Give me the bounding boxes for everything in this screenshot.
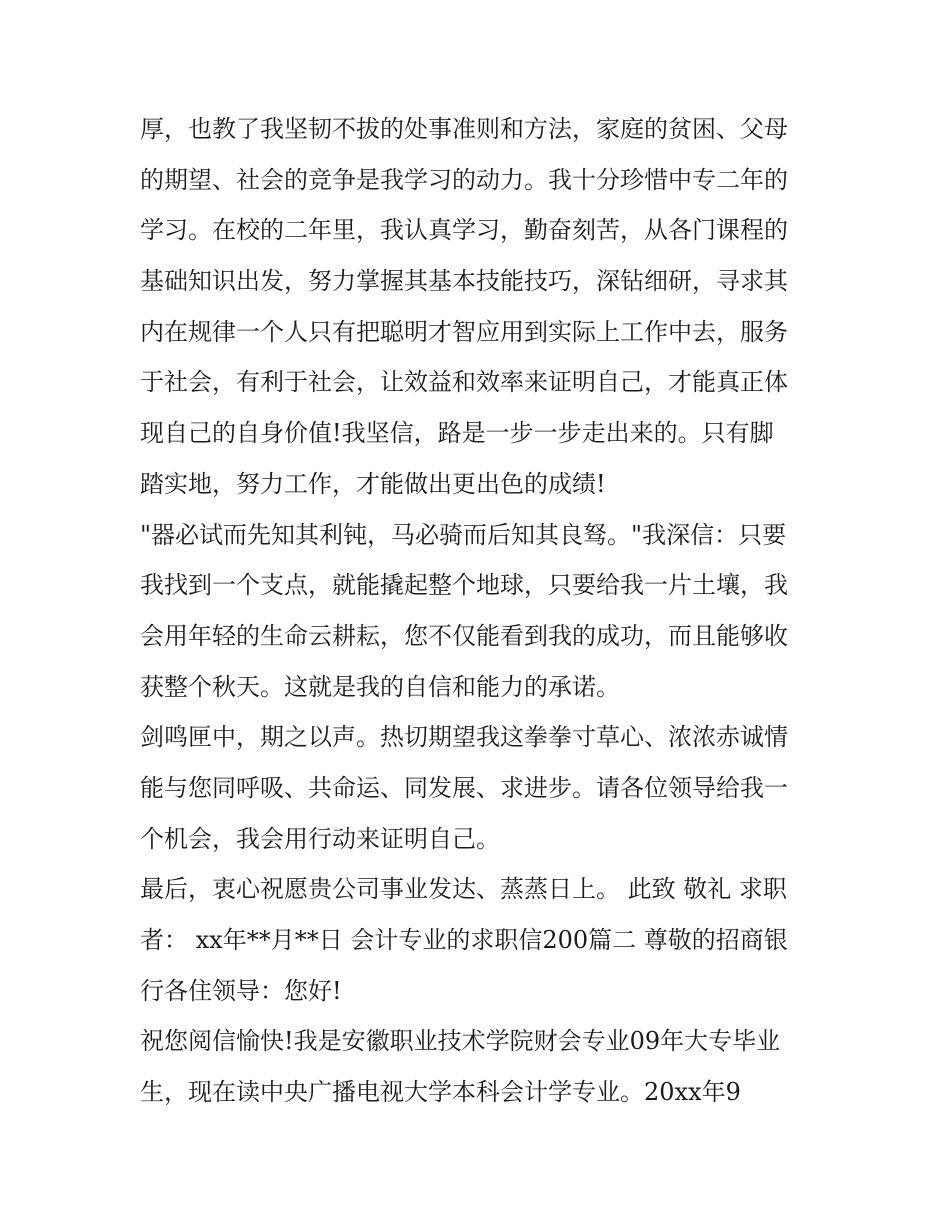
text-line: 能与您同呼吸、共命运、同发展、求进步。请各位领导给我一 — [140, 773, 788, 802]
text-line: 于社会，有利于社会，让效益和效率来证明自己，才能真正体 — [140, 368, 788, 397]
text-line: 踏实地，努力工作，才能做出更出色的成绩! — [140, 469, 606, 498]
text-line: 剑鸣匣中，期之以声。热切期望我这拳拳寸草心、浓浓赤诚情 — [140, 723, 788, 752]
text-line: 祝您阅信愉快!我是安徽职业技术学院财会专业09年大专毕业 — [140, 1027, 781, 1056]
text-line: 现自己的自身价值!我坚信，路是一步一步走出来的。只有脚 — [140, 419, 774, 448]
body-text — [140, 104, 820, 1118]
text-line: 厚，也教了我坚韧不拔的处事准则和方法，家庭的贫困、父母 — [140, 115, 788, 143]
text-line: "器必试而先知其利钝，马必骑而后知其良驽。"我深信：只要 — [140, 520, 787, 549]
text-line: 的期望、社会的竞争是我学习的动力。我十分珍惜中专二年的 — [140, 165, 788, 194]
text-line: 者： xx年**月**日 会计专业的求职信200篇二 尊敬的招商银 — [140, 926, 788, 954]
text-line: 个机会，我会用行动来证明自己。 — [140, 824, 500, 853]
text-line: 会用年轻的生命云耕耘，您不仅能看到我的成功，而且能够收 — [140, 621, 788, 650]
text-line: 获整个秋天。这就是我的自信和能力的承诺。 — [140, 672, 620, 701]
text-line: 内在规律一个人只有把聪明才智应用到实际上工作中去，服务 — [140, 317, 788, 346]
text-line: 生，现在读中央广播电视大学本科会计学专业。20xx年9 — [140, 1078, 741, 1107]
text-line: 最后，衷心祝愿贵公司事业发达、蒸蒸日上。 此致 敬礼 求职 — [140, 875, 787, 904]
text-line: 学习。在校的二年里，我认真学习，勤奋刻苦，从各门课程的 — [140, 216, 788, 245]
text-line: 行各住领导：您好! — [140, 976, 342, 1005]
text-line: 基础知识出发，努力掌握其基本技能技巧，深钻细研，寻求其 — [140, 267, 788, 296]
text-line: 我找到一个支点，就能撬起整个地球，只要给我一片土壤，我 — [140, 571, 788, 600]
